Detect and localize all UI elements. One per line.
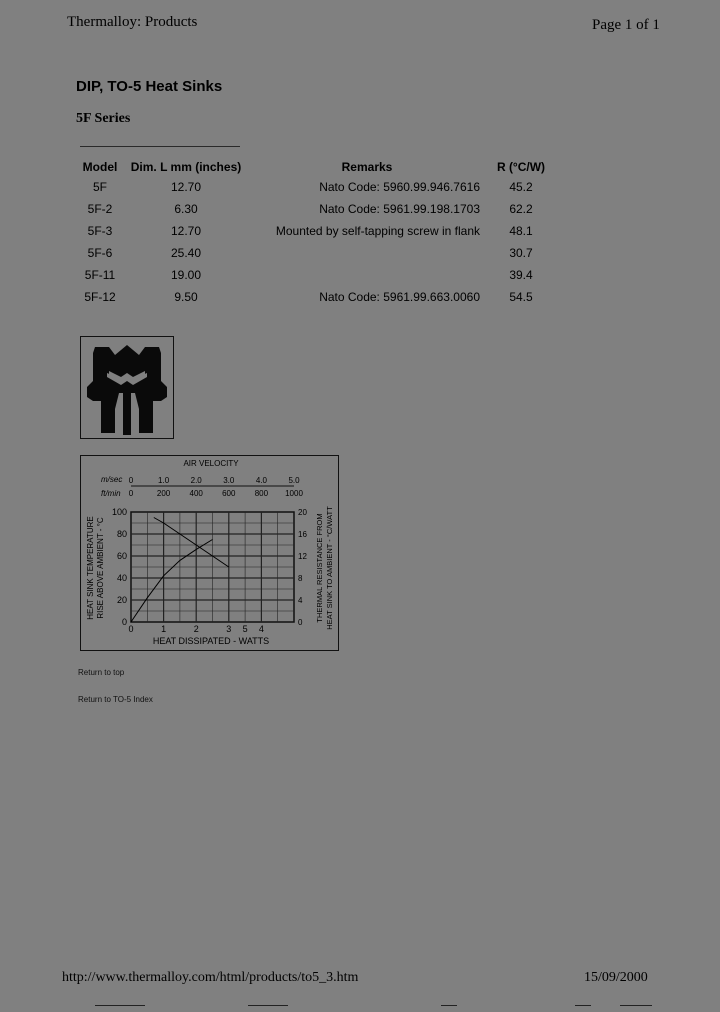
x-tick-label: 2 bbox=[193, 624, 199, 634]
y-left-tick-label: 100 bbox=[111, 507, 127, 517]
x-tick-label: 0 bbox=[128, 624, 134, 634]
heat-sink-silhouette-icon bbox=[81, 337, 173, 438]
top-axis-ftmin-unit: ft/min bbox=[101, 489, 121, 498]
cell-model: 5F-2 bbox=[87, 202, 113, 216]
top-axis-ms-tick-label: 0 bbox=[128, 476, 134, 485]
y-left-tick-label: 20 bbox=[116, 595, 127, 605]
table-row bbox=[76, 242, 556, 264]
table-row bbox=[76, 220, 556, 242]
cell-dim: 19.00 bbox=[170, 268, 202, 282]
footer-rule bbox=[620, 1005, 652, 1006]
top-axis-ms-tick-label: 2.0 bbox=[190, 476, 202, 485]
cell-remarks: Nato Code: 5961.99.663.0060 bbox=[319, 290, 480, 304]
y-right-tick-label: 20 bbox=[298, 508, 307, 517]
column-header-dim: Dim. L mm (inches) bbox=[130, 160, 242, 174]
y-right-tick-label: 12 bbox=[298, 552, 307, 561]
column-header-resistance: R (°C/W) bbox=[496, 160, 546, 174]
top-axis-ftmin-tick-label: 800 bbox=[254, 489, 269, 498]
site-header-title: Thermalloy: Products bbox=[67, 14, 198, 30]
top-axis-ftmin-tick-label: 200 bbox=[156, 489, 171, 498]
table-row bbox=[76, 176, 556, 198]
table-header-row bbox=[76, 158, 556, 176]
cell-resistance: 62.2 bbox=[509, 202, 533, 216]
cell-model: 5F bbox=[92, 180, 107, 194]
cell-dim: 25.40 bbox=[170, 246, 202, 260]
footer-rule bbox=[441, 1005, 457, 1006]
cell-resistance: 30.7 bbox=[509, 246, 533, 260]
x-tick-label: 4 bbox=[258, 624, 264, 634]
cell-remarks bbox=[248, 264, 486, 286]
table-row bbox=[76, 286, 556, 308]
cell-remarks: Nato Code: 5960.99.946.7616 bbox=[319, 180, 480, 194]
table-row bbox=[76, 198, 556, 220]
footer-url: http://www.thermalloy.com/html/products/to5_3.htm bbox=[62, 970, 359, 985]
top-axis-ms-tick-label: 3.0 bbox=[223, 476, 235, 485]
chart-ticks bbox=[112, 476, 307, 634]
top-axis-ms-tick-label: 5.0 bbox=[288, 476, 300, 485]
y-left-tick-label: 40 bbox=[116, 573, 127, 583]
y-left-tick-label: 60 bbox=[116, 551, 127, 561]
chart-grid bbox=[131, 512, 294, 622]
y-left-tick-label: 0 bbox=[121, 617, 127, 627]
thermal-chart-svg bbox=[81, 456, 338, 650]
return-to-index-link[interactable]: Return to TO-5 Index bbox=[78, 695, 153, 704]
top-axis-ms-tick-label: 4.0 bbox=[255, 476, 267, 485]
top-axis-ms-unit: m/sec bbox=[101, 475, 123, 484]
cell-dim: 6.30 bbox=[174, 202, 198, 216]
column-header-model: Model bbox=[82, 160, 118, 174]
y-right-tick-label: 8 bbox=[298, 574, 303, 583]
top-axis-ftmin-tick-label: 1000 bbox=[285, 489, 303, 498]
cell-dim: 12.70 bbox=[170, 224, 202, 238]
series-line-2 bbox=[154, 518, 229, 568]
series-title: 5F Series bbox=[76, 111, 131, 126]
cell-dim: 12.70 bbox=[170, 180, 202, 194]
cell-resistance: 48.1 bbox=[509, 224, 533, 238]
footer-rule bbox=[95, 1005, 145, 1006]
cell-model: 5F-11 bbox=[84, 268, 116, 282]
cell-model: 5F-6 bbox=[87, 246, 113, 260]
top-axis-ftmin-tick-label: 400 bbox=[189, 489, 203, 498]
y-right-label-line1: THERMAL RESISTANCE FROM bbox=[315, 513, 324, 623]
top-axis-ftmin-tick-label: 0 bbox=[128, 489, 134, 498]
y-right-label-line2: HEAT SINK TO AMBIENT - °C/WATT bbox=[325, 506, 334, 630]
y-left-label-line2: RISE ABOVE AMBIENT - °C bbox=[96, 517, 105, 619]
page-title: DIP, TO-5 Heat Sinks bbox=[76, 78, 223, 95]
cell-remarks: Mounted by self-tapping screw in flank bbox=[275, 224, 480, 238]
x-tick-label: 1 bbox=[161, 624, 167, 634]
page-indicator: Page 1 of 1 bbox=[592, 17, 660, 33]
series-line-1 bbox=[131, 540, 213, 623]
divider bbox=[80, 146, 240, 147]
cell-resistance: 39.4 bbox=[509, 268, 533, 282]
footer-rule bbox=[248, 1005, 288, 1006]
footer-date: 15/09/2000 bbox=[584, 970, 648, 985]
top-axis-ftmin-tick-label: 600 bbox=[222, 489, 236, 498]
cell-dim: 9.50 bbox=[174, 290, 198, 304]
cell-remarks: Nato Code: 5961.99.198.1703 bbox=[319, 202, 480, 216]
y-right-tick-label: 16 bbox=[298, 530, 307, 539]
y-left-label-line1: HEAT SINK TEMPERATURE bbox=[86, 516, 95, 620]
chart-title: AIR VELOCITY bbox=[183, 459, 239, 468]
cell-remarks bbox=[248, 242, 486, 264]
x-tick-label: 3 bbox=[226, 624, 232, 634]
column-header-remarks: Remarks bbox=[341, 160, 393, 174]
x-tick-label: 5 bbox=[242, 624, 248, 634]
y-right-tick-label: 0 bbox=[298, 618, 303, 627]
footer-rule bbox=[575, 1005, 591, 1006]
cell-model: 5F-12 bbox=[84, 290, 116, 304]
cell-resistance: 54.5 bbox=[509, 290, 533, 304]
product-table bbox=[76, 158, 556, 308]
thermal-chart bbox=[80, 455, 339, 651]
y-right-tick-label: 4 bbox=[298, 596, 303, 605]
table-row bbox=[76, 264, 556, 286]
y-left-tick-label: 80 bbox=[116, 529, 127, 539]
return-to-top-link[interactable]: Return to top bbox=[78, 668, 125, 677]
top-axis-ms-tick-label: 1.0 bbox=[158, 476, 170, 485]
product-image bbox=[80, 336, 174, 439]
cell-model: 5F-3 bbox=[87, 224, 113, 238]
x-axis-label: HEAT DISSIPATED - WATTS bbox=[152, 636, 270, 646]
cell-resistance: 45.2 bbox=[509, 180, 533, 194]
